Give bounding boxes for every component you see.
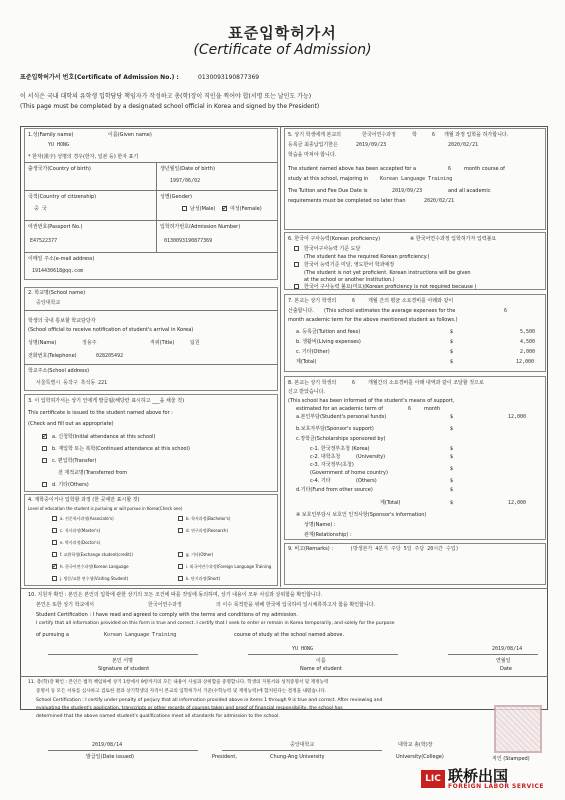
short-course-checkbox[interactable] [178, 576, 183, 581]
s8-b-cur: $ [450, 426, 454, 432]
s7-total: 계(Total) [296, 359, 317, 365]
telephone-value: 028205492 [96, 353, 124, 359]
section-2 [24, 287, 278, 391]
s5-e3: The Tuition and Fee Due Date is [288, 188, 368, 194]
s3-option-d: d. 기타(Others) [52, 482, 89, 488]
s5-e1b: month course of [464, 166, 505, 172]
s10-date-en: Date [500, 666, 512, 672]
s5-course: 한국어연수과정 [362, 132, 396, 138]
section-3 [24, 394, 278, 492]
female-checkbox[interactable] [222, 206, 227, 211]
admission-no-label: 표준입학허가서 번호(Certificate of Admission No.) : [20, 74, 179, 81]
issue-date-value: 2019/08/14 [92, 742, 123, 748]
watermark-sub: FOREIGN LABOR SERVICE [448, 783, 544, 790]
s8-sponsor: ※ 보호인부담시 보호인 인적사항(Sponsor's information) [296, 512, 427, 518]
s8-total-cur: $ [450, 500, 454, 506]
s8-a-value: 12,000 [508, 414, 527, 420]
s9-l1: 9. 비고(Remarks) : [288, 546, 334, 552]
contact-label: 학생의 국내 통보할 학교담당자 [28, 318, 96, 324]
s5-months: 6 [432, 132, 436, 138]
s4-k: k. 단기과정(Short) [186, 576, 221, 581]
s5-e1: The student named above has been accepted for a [288, 166, 417, 172]
title-en: (Certificate of Admission) [193, 42, 372, 58]
s11-l2: 증명서 등 모든 서류를 심사하고 검토한 결과 상기학생의 자격이 본교의 입학허가서 기준(수학능력 및 재정능력)에 합치된다는 결정을 내렸습니다. [36, 689, 327, 694]
s6-o2f: at the school or another institution.) [304, 277, 395, 283]
s3-transferred-from: 전 재적교명(Transferred from [58, 470, 128, 476]
s9-value: (방생본가 4분기 주당 5일 주당 20시간 수업) [350, 546, 459, 552]
s10-l3: Student Certification : I have read and agreed to comply with the terms and conditions of my admission. [36, 612, 299, 618]
s8-b: b.보호자부담(Sponsor's support) [296, 426, 374, 432]
s6-o1e: (The student has the required Korean proficiency.) [304, 254, 430, 260]
s11-l3: School Certification : I certify under penalty of perjury that all information provided above in items 1 through 9 is true and correct. After reviewing and [36, 698, 383, 703]
telephone-label: 전화번호(Telephone) [28, 353, 77, 359]
s10-l5: of pursuing a [36, 632, 69, 638]
s10-date-ko: 연월일 [496, 658, 511, 664]
admission-number-value: 0130093190877369 [164, 238, 213, 244]
s7-l1b: 개월 간의 평균 소요경비를 아래와 같이 [368, 298, 454, 304]
foreign-language-checkbox[interactable] [178, 564, 183, 569]
s8-months-en: 6 [408, 406, 412, 412]
male-label: 남성(Male) [190, 206, 216, 212]
s7-c-value: 2,000 [520, 349, 536, 355]
lic-logo: LIC [421, 770, 445, 788]
s11-l1: 11. 총(학)장 확인 : 본인은 법적 책임하에 상기 1항에서 9항까지의 모든 내용이 사실과 상위함을 증명합니다. 학생의 지원서와 성적증명서 및 재정능력 [28, 680, 329, 685]
official-title-label: 직위(Title) [150, 340, 175, 346]
gender-label: 성별(Gender) [160, 194, 192, 200]
citizenship-value: 중 국 [34, 206, 47, 212]
president-univ: Chung-Ang University [270, 754, 325, 760]
s7-l1: 7. 본교는 상기 학생의 [288, 298, 337, 304]
s7-months-en: 6 [504, 308, 508, 314]
official-title-value: 팀원 [190, 340, 200, 346]
s10-sign-ko: 본인 서명 [112, 658, 133, 664]
s10-sign-en: Signature of student [98, 666, 150, 672]
president-label: President, [212, 754, 237, 760]
s5-from: 2019/09/23 [356, 142, 387, 148]
s8-c2: c-2. 대학초청 [310, 454, 341, 460]
bachelor-checkbox[interactable] [178, 516, 183, 521]
s4-j: j. 방문/교환 연수생(Visiting Student) [60, 576, 129, 581]
s4-b: b. 학사과정(Bachelor's) [186, 516, 231, 521]
s8-a-cur: $ [450, 414, 454, 420]
s8-months: 6 [352, 380, 356, 386]
master-checkbox[interactable] [52, 528, 57, 533]
birthdate-label: 생년월일(Date of birth) [160, 166, 215, 172]
s5-l2: 등록금 최종납입기한은 [288, 142, 338, 148]
official-name-label: 성명(Name) [28, 340, 57, 346]
s4-a: a. 전문학사과정(Associate's) [60, 516, 114, 521]
exchange-checkbox[interactable] [52, 552, 57, 557]
s5-e2: study at this school, majoring in [288, 176, 369, 182]
s8-l4: estimated for an academic term of [296, 406, 384, 412]
s4-f: f. 교환학생(Exchange student(credit)) [60, 552, 133, 557]
email-label: 이메일 주소(e-mail address) [28, 256, 95, 262]
s4-h: h. 한국어연수과정(Korean Language [60, 564, 129, 569]
korean-language-checkbox[interactable] [52, 564, 57, 569]
proficient-checkbox[interactable] [294, 246, 299, 251]
s5-l1c: 개월 과정 입학을 허가합니다. [444, 132, 509, 138]
s6-head2: ※ 한국어연수과정 입학허가자 입력불요 [410, 236, 497, 242]
s6-head: 6. 한국어 구사능력(Korean proficiency) [288, 236, 381, 242]
s3-sub1: This certificate is issued to the student named above for : [28, 410, 173, 416]
s5-end: 2020/02/21 [424, 198, 455, 204]
s8-total-value: 12,000 [508, 500, 527, 506]
email-value: 1914430618@qq.com [32, 268, 84, 274]
admission-number-label: 입학허가번호(Admission Number) [160, 224, 241, 230]
s8-c: c.장학금(Scholarships sponsored by) [296, 436, 386, 442]
s7-l2: 산출합니다. [288, 308, 314, 314]
family-name-label: 1.성(Family name) [28, 132, 74, 138]
student-name-value: YU HONG [48, 142, 70, 148]
s10-date-value: 2019/08/14 [492, 646, 523, 652]
title-ko: 표준입학허가서 [228, 24, 337, 42]
univ-en: University(College) [396, 754, 444, 760]
s7-total-cur: $ [450, 359, 454, 365]
note-ko: 이 서식은 국내 대학의 유학생 입학담당 책임자가 작성하고 총(학)장이 직인을 찍어야 합(서명 또는 날인도 가능) [20, 93, 312, 100]
s7-b-cur: $ [450, 339, 454, 345]
s8-c3e: (Government of home country) [310, 470, 388, 476]
transfer-checkbox[interactable] [42, 458, 47, 463]
doctor-checkbox[interactable] [52, 540, 57, 545]
university-seal [494, 705, 542, 753]
s4-sub: Level of education the student is pursuing or will pursue in Korea(Check one) [28, 506, 183, 511]
s10-l2b: 의 이수 목적만을 위해 한국에 입국하여 일시체류하고자 함을 확인합니다. [216, 602, 376, 608]
s10-name-en: Name of student [300, 666, 342, 672]
s6-o1: 한국어구사능력 기준 도달 [304, 246, 361, 252]
s10-l5v: Korean Language Training [104, 632, 177, 638]
s5-months-en: 6 [448, 166, 452, 172]
research-checkbox[interactable] [178, 528, 183, 533]
s5-e3b: and all academic [448, 188, 491, 194]
s4-head: 4. 재학중이거나 입학할 과정 (한 곳에만 표시할 것) [28, 497, 140, 503]
s10-course: 한국어연수과정 [148, 602, 182, 608]
s8-l1: 8. 본교는 상기 학생의 [288, 380, 337, 386]
continued-attendance-checkbox[interactable] [42, 446, 47, 451]
s8-d-cur: $ [450, 487, 454, 493]
seal-label: 직인 (Stamped) [492, 756, 530, 762]
given-name-label: 이름(Given name) [108, 132, 152, 138]
s8-c1-cur: $ [450, 446, 454, 452]
issue-date-label: 발급일(Date issued) [86, 754, 134, 760]
s8-d: d.기타(Fund from other source) [296, 487, 373, 493]
not-proficient-checkbox[interactable] [294, 262, 299, 267]
s7-l3: month academic term for the above mentioned student as follows.) [288, 317, 458, 323]
s6-o3: 한국어 구사능력 불요(미요)(Korean proficiency is not required because ) [304, 284, 477, 290]
s8-l2: 신고 받았습니다. [288, 389, 325, 395]
s10-name-ko: 이름 [316, 658, 326, 664]
s3-option-a: a. 신청학(Initial attendance at this school) [52, 434, 156, 440]
citizenship-label: 국적(Country of citizenship) [28, 194, 97, 200]
s8-c1: c-1. 한국정부초청 (Korea) [310, 446, 370, 452]
s8-sponsor-name: 성명(Name) : [304, 522, 336, 528]
hanja-label: * 한자(漢字) 성명의 경우(한자, 일본 등) 한자 표기 [28, 154, 139, 160]
s7-a-value: 5,500 [520, 329, 536, 335]
s3-head: 3. 이 입학허가서는 상기 인에게 발급됨(해당란 표시하고 ___을 채울 것) [28, 398, 185, 404]
s10-l4: I certify that all information provided on this form is true and correct. I certify that I seek to enter or remain in Korea temporarily, and solely for the purpose [36, 621, 395, 626]
s8-c4-cur: $ [450, 478, 454, 484]
s8-sponsor-rel: 관계(Relationship) : [304, 532, 352, 538]
s5-l1: 5. 상기 학생에게 본교의 [288, 132, 342, 138]
s5-l3: 학습을 마쳐야 합니다. [288, 152, 337, 158]
s11-l5: determined that the above named student's qualifications meet all standards for admission to the school. [36, 714, 280, 719]
s11-l4: evaluating the student's application, transcripts or other records of courses taken and proof of financial responsibility, the school has [36, 706, 343, 711]
s8-c3-cur: $ [450, 466, 454, 472]
s8-l1b: 개월간의 소요경비를 아래 내역과 같이 조달할 것으로 [368, 380, 484, 386]
not-required-checkbox[interactable] [294, 284, 299, 289]
column-divider [280, 126, 281, 587]
school-name-label: 2. 학교명(School name) [28, 290, 86, 296]
s7-l2e: (This school estimates the average expenses for the [324, 308, 456, 314]
s5-due: 2019/09/23 [392, 188, 423, 194]
s4-d: d. 연구과정(Research) [186, 528, 229, 533]
s8-c4: c-4. 기타 [310, 478, 331, 484]
official-name-value: 정용주 [82, 340, 97, 346]
s5-to: 2020/02/21 [448, 142, 479, 148]
s5-l1b: 학 [412, 132, 417, 138]
passport-value: E47522377 [30, 238, 58, 244]
s4-i: i. 외국어연수과정(Foreign Language Training [186, 564, 272, 569]
school-address-label: 학교주소(School address) [28, 368, 90, 374]
s5-e4: requirements must be completed no later than [288, 198, 406, 204]
s7-c-cur: $ [450, 349, 454, 355]
birthplace-label: 출생국가(Country of birth) [28, 166, 91, 172]
school-name-value: 중앙대학교 [36, 300, 61, 306]
s8-a: a.본인부담(Student's personal funds) [296, 414, 387, 420]
s7-b-value: 4,500 [520, 339, 536, 345]
s8-l4b: month [424, 406, 441, 412]
visiting-student-checkbox[interactable] [52, 576, 57, 581]
s7-total-value: 12,000 [516, 359, 535, 365]
s4-e: e. 박사과정(Doctor's) [60, 540, 101, 545]
watermark-name: 联桥出国 [448, 767, 509, 785]
s7-b: b. 생활비(Living expenses) [296, 339, 361, 345]
s8-total: 계(Total) [380, 500, 401, 506]
s3-option-c: c. 편입학(Transfer) [52, 458, 97, 464]
initial-attendance-checkbox[interactable] [42, 434, 47, 439]
s5-major: Korean Language Training [380, 176, 453, 182]
s8-c4e: (Others) [356, 478, 377, 484]
male-checkbox[interactable] [182, 206, 187, 211]
s8-c3: c-3. 자국정부(초청) [310, 462, 354, 468]
contact-sub: (School official to receive notification of student's arrival in Korea) [28, 327, 194, 333]
president-value: 중앙대학교 [290, 742, 315, 748]
birthdate-value: 1997/06/02 [170, 178, 201, 184]
s4-c: c. 석사과정(Master's) [60, 528, 101, 533]
female-label: 여성(Female) [230, 206, 262, 212]
s3-option-b: b. 재입학 또는 복학(Continued attendance at this school) [52, 446, 190, 452]
s10-l5b: course of study at the school named above. [234, 632, 345, 638]
passport-label: 여권번호(Passport No.) [28, 224, 83, 230]
other-course-checkbox[interactable] [178, 552, 183, 557]
s6-o2e: (The student is not yet proficient. Korean instructions will be given [304, 270, 471, 276]
s6-o2: 한국어 능력기준 미달, 영도한어 학과예정 [304, 262, 395, 268]
s7-months: 6 [352, 298, 356, 304]
s7-a: a. 등록금(Tuition and fees) [296, 329, 361, 335]
others-checkbox[interactable] [42, 482, 47, 487]
s10-name-value: YU HONG [292, 646, 314, 652]
s7-c: c. 기타(Other) [296, 349, 330, 355]
school-address-value: 서울특별시 동작구 흑석동 221 [36, 380, 108, 386]
s8-l3: (This school has been informed of the student's means of support, [288, 398, 455, 404]
s8-c2-cur: $ [450, 454, 454, 460]
note-en: (This page must be completed by a designated school official in Korea and signed by the President) [20, 103, 320, 110]
s10-l1: 10. 지원자 확인 : 본인은 본인의 입학에 관한 상기의 모든 조건에 따를 것임에 동의하며, 상기 내용이 모두 사실과 상위함을 확인합니다. [28, 592, 323, 598]
s8-c2e: (University) [356, 454, 386, 460]
s4-g: g. 기타(Other) [186, 552, 214, 557]
s10-l2: 본인은 또한 상기 학교에서 [36, 602, 94, 608]
s7-a-cur: $ [450, 329, 454, 335]
admission-no-value: 0130093190877369 [198, 74, 260, 81]
associate-checkbox[interactable] [52, 516, 57, 521]
univ-ko: 대학교 총(학)장 [398, 742, 433, 748]
s3-sub2: (Check and fill out as appropriate) [28, 421, 114, 427]
